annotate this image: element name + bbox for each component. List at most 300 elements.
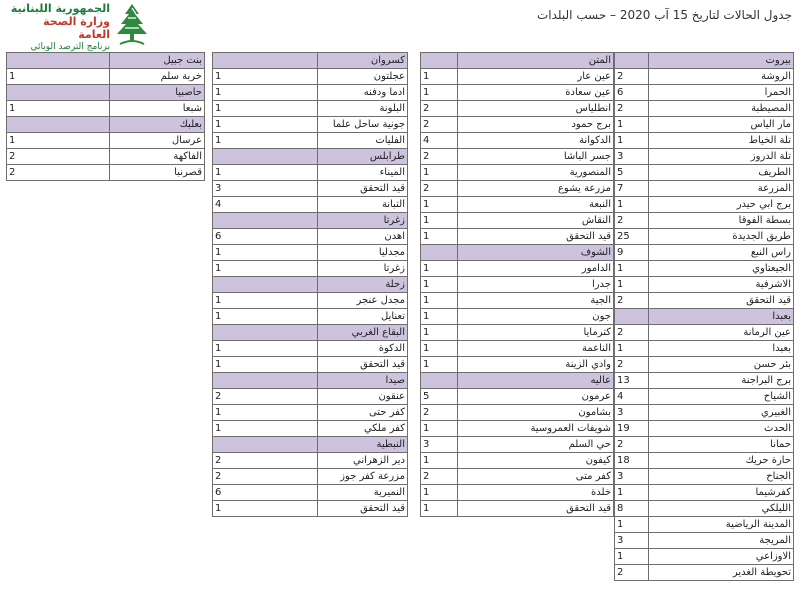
district-header-row — [213, 373, 408, 389]
district-name: الشوف — [457, 245, 613, 261]
town-name: مزرعة يشوع — [457, 181, 613, 197]
table-row — [213, 485, 408, 501]
table-row — [615, 117, 794, 133]
district-header-row — [421, 53, 614, 69]
district-header-row — [213, 53, 408, 69]
table-row — [421, 485, 614, 501]
case-count: 2 — [213, 389, 318, 405]
case-count: 2 — [421, 149, 458, 165]
district-header-row — [7, 53, 205, 69]
town-name: خربة سلم — [109, 69, 204, 85]
town-name: قيد التحقق — [318, 357, 408, 373]
town-name: الغبيري — [649, 405, 794, 421]
case-count: 4 — [615, 389, 649, 405]
district-header-row — [213, 277, 408, 293]
town-name: برج ابي حيدر — [649, 197, 794, 213]
case-count: 6 — [213, 229, 318, 245]
case-count: 6 — [615, 85, 649, 101]
district-header-blank — [213, 325, 318, 341]
town-name: حمانا — [649, 437, 794, 453]
district-header-row — [421, 373, 614, 389]
town-name: عين عار — [457, 69, 613, 85]
case-count: 1 — [213, 165, 318, 181]
town-name: زغرتا — [318, 261, 408, 277]
district-name: بنت جبيل — [109, 53, 204, 69]
town-name: انطلياس — [457, 101, 613, 117]
town-name: خلدة — [457, 485, 613, 501]
table-row — [615, 229, 794, 245]
town-name: الدكوانة — [457, 133, 613, 149]
case-count: 1 — [213, 101, 318, 117]
town-name: تلة الدروز — [649, 149, 794, 165]
case-count: 5 — [615, 165, 649, 181]
town-name: عرسال — [109, 133, 204, 149]
district-name: زحلة — [318, 277, 408, 293]
table-row — [421, 421, 614, 437]
logo-line-program: برنامج الترصد الوبائي — [30, 42, 110, 52]
table-row — [615, 565, 794, 581]
town-name: بئر حسن — [649, 357, 794, 373]
case-count: 1 — [421, 453, 458, 469]
town-name: قيد التحقق — [649, 293, 794, 309]
town-name: وادي الزينة — [457, 357, 613, 373]
ministry-logo — [10, 2, 150, 52]
case-count: 1 — [421, 213, 458, 229]
table-row — [615, 389, 794, 405]
town-name: كفر ملكي — [318, 421, 408, 437]
town-name: بشامون — [457, 405, 613, 421]
table-row — [615, 69, 794, 85]
case-count: 2 — [421, 405, 458, 421]
table-row — [213, 245, 408, 261]
case-count: 1 — [421, 197, 458, 213]
case-count: 1 — [421, 85, 458, 101]
case-count: 3 — [213, 181, 318, 197]
district-header-blank — [7, 53, 110, 69]
case-count: 1 — [615, 261, 649, 277]
town-name: الاشرفية — [649, 277, 794, 293]
district-name: بعبدا — [649, 309, 794, 325]
table-row — [615, 85, 794, 101]
town-name: حي السلم — [457, 437, 613, 453]
table-row — [421, 69, 614, 85]
case-count: 4 — [421, 133, 458, 149]
district-header-blank — [421, 245, 458, 261]
case-count: 1 — [615, 549, 649, 565]
district-header-row — [213, 149, 408, 165]
town-name: الجناح — [649, 469, 794, 485]
table-row — [615, 501, 794, 517]
town-name: قيد التحقق — [457, 501, 613, 517]
town-name: الروشة — [649, 69, 794, 85]
district-name: زغرتا — [318, 213, 408, 229]
table-row — [7, 133, 205, 149]
table-row — [213, 341, 408, 357]
table-row — [421, 101, 614, 117]
town-name: تحويطة الغدير — [649, 565, 794, 581]
case-count: 1 — [615, 485, 649, 501]
town-name: تلة الخياط — [649, 133, 794, 149]
table-bentjbeil-hasbaya-baalbek — [6, 52, 205, 181]
table-row — [615, 165, 794, 181]
town-name: قصرنبا — [109, 165, 204, 181]
case-count: 1 — [615, 517, 649, 533]
table-row — [615, 213, 794, 229]
case-count: 1 — [213, 341, 318, 357]
town-name: عين سعادة — [457, 85, 613, 101]
case-count: 8 — [615, 501, 649, 517]
district-header-blank — [7, 117, 110, 133]
town-name: قيد التحقق — [457, 229, 613, 245]
district-header-row — [7, 117, 205, 133]
town-name: قيد التحقق — [318, 181, 408, 197]
town-name: الجية — [457, 293, 613, 309]
table-row — [421, 85, 614, 101]
case-count: 1 — [615, 341, 649, 357]
cedar-tree-icon — [112, 2, 152, 48]
town-name: بعبدا — [649, 341, 794, 357]
town-name: الاوزاعي — [649, 549, 794, 565]
town-name: المزرعة — [649, 181, 794, 197]
district-header-row — [615, 53, 794, 69]
table-row — [213, 357, 408, 373]
town-name: التبانة — [318, 197, 408, 213]
district-name: النبطية — [318, 437, 408, 453]
table-metn-chouf-aley — [420, 52, 614, 517]
case-count: 1 — [213, 85, 318, 101]
case-count: 2 — [615, 293, 649, 309]
table-row — [615, 133, 794, 149]
case-count: 2 — [615, 213, 649, 229]
table-row — [615, 469, 794, 485]
district-header-row — [213, 437, 408, 453]
town-name: الفليات — [318, 133, 408, 149]
town-name: راس النبع — [649, 245, 794, 261]
case-count: 1 — [421, 261, 458, 277]
district-header-blank — [213, 373, 318, 389]
district-header-blank — [213, 53, 318, 69]
town-name: النبعة — [457, 197, 613, 213]
table-row — [421, 469, 614, 485]
table-row — [213, 261, 408, 277]
table-row — [213, 181, 408, 197]
town-name: اهدن — [318, 229, 408, 245]
case-count: 1 — [213, 117, 318, 133]
case-count: 1 — [615, 133, 649, 149]
district-header-blank — [213, 277, 318, 293]
table-row — [213, 133, 408, 149]
town-name: كترمايا — [457, 325, 613, 341]
town-name: كفرشيما — [649, 485, 794, 501]
table-row — [213, 229, 408, 245]
town-name: الحدث — [649, 421, 794, 437]
district-name: طرابلس — [318, 149, 408, 165]
table-row — [615, 405, 794, 421]
table-row — [421, 133, 614, 149]
table-row — [615, 245, 794, 261]
table-row — [615, 517, 794, 533]
table-row — [213, 405, 408, 421]
town-name: حارة حريك — [649, 453, 794, 469]
town-name: طريق الجديدة — [649, 229, 794, 245]
table-row — [7, 101, 205, 117]
case-count: 1 — [421, 277, 458, 293]
case-count: 5 — [421, 389, 458, 405]
case-count: 1 — [421, 309, 458, 325]
town-name: كفر متى — [457, 469, 613, 485]
town-name: قيد التحقق — [318, 501, 408, 517]
town-name: الجيعتاوي — [649, 261, 794, 277]
case-count: 2 — [421, 101, 458, 117]
case-count: 9 — [615, 245, 649, 261]
table-row — [615, 197, 794, 213]
table-row — [421, 261, 614, 277]
table-row — [615, 277, 794, 293]
case-count: 1 — [213, 133, 318, 149]
table-row — [421, 309, 614, 325]
table-row — [421, 341, 614, 357]
town-name: عجلتون — [318, 69, 408, 85]
case-count: 1 — [7, 101, 110, 117]
table-row — [615, 453, 794, 469]
town-name: الدكوة — [318, 341, 408, 357]
table-row — [421, 277, 614, 293]
district-header-row — [615, 309, 794, 325]
table-row — [615, 357, 794, 373]
case-count: 1 — [421, 485, 458, 501]
district-header-blank — [213, 149, 318, 165]
case-count: 1 — [213, 357, 318, 373]
town-name: دير الزهراني — [318, 453, 408, 469]
town-name: جسر الباشا — [457, 149, 613, 165]
logo-text — [10, 2, 110, 53]
town-name: عين الرمانة — [649, 325, 794, 341]
case-count: 1 — [7, 133, 110, 149]
table-row — [213, 117, 408, 133]
town-name: النقاش — [457, 213, 613, 229]
town-name: جون — [457, 309, 613, 325]
table-row — [213, 197, 408, 213]
case-count: 2 — [421, 469, 458, 485]
case-count: 2 — [421, 117, 458, 133]
case-count: 1 — [213, 69, 318, 85]
district-name: حاصبيا — [109, 85, 204, 101]
town-name: المنصورية — [457, 165, 613, 181]
town-name: البلونة — [318, 101, 408, 117]
district-header-blank — [213, 213, 318, 229]
table-row — [615, 437, 794, 453]
case-count: 1 — [421, 165, 458, 181]
town-name: النميرية — [318, 485, 408, 501]
town-name: جدرا — [457, 277, 613, 293]
table-row — [213, 309, 408, 325]
district-header-blank — [213, 437, 318, 453]
district-name: المتن — [457, 53, 613, 69]
town-name: شويفات العمروسية — [457, 421, 613, 437]
table-row — [615, 149, 794, 165]
district-header-blank — [7, 85, 110, 101]
case-count: 3 — [615, 149, 649, 165]
district-header-row — [7, 85, 205, 101]
town-name: عنقون — [318, 389, 408, 405]
case-count: 2 — [7, 165, 110, 181]
town-name: بسطة الفوقا — [649, 213, 794, 229]
town-name: الشياح — [649, 389, 794, 405]
case-count: 3 — [615, 405, 649, 421]
district-name: عاليه — [457, 373, 613, 389]
table-row — [421, 149, 614, 165]
table-row — [421, 437, 614, 453]
district-name: بيروت — [649, 53, 794, 69]
table-row — [421, 389, 614, 405]
case-count: 1 — [615, 197, 649, 213]
case-count: 3 — [615, 469, 649, 485]
town-name: مار الياس — [649, 117, 794, 133]
table-row — [615, 533, 794, 549]
case-count: 1 — [213, 245, 318, 261]
table-row — [213, 85, 408, 101]
district-name: كسروان — [318, 53, 408, 69]
town-name: الدامور — [457, 261, 613, 277]
case-count: 2 — [421, 181, 458, 197]
town-name: عرمون — [457, 389, 613, 405]
table-row — [615, 421, 794, 437]
town-name: برج البراجنة — [649, 373, 794, 389]
district-name: بعلبك — [109, 117, 204, 133]
district-header-row — [421, 245, 614, 261]
district-header-blank — [421, 53, 458, 69]
case-count: 3 — [615, 533, 649, 549]
case-count: 13 — [615, 373, 649, 389]
table-row — [421, 325, 614, 341]
table-row — [615, 373, 794, 389]
case-count: 2 — [615, 101, 649, 117]
town-name: المصيطبة — [649, 101, 794, 117]
district-name: البقاع الغربي — [318, 325, 408, 341]
table-row — [7, 149, 205, 165]
case-count: 1 — [421, 357, 458, 373]
table-row — [421, 357, 614, 373]
table-row — [7, 165, 205, 181]
case-count: 1 — [421, 69, 458, 85]
table-row — [421, 197, 614, 213]
case-count: 3 — [421, 437, 458, 453]
case-count: 1 — [213, 309, 318, 325]
case-count: 19 — [615, 421, 649, 437]
town-name: الليلكي — [649, 501, 794, 517]
case-count: 18 — [615, 453, 649, 469]
table-row — [421, 453, 614, 469]
town-name: مجدليا — [318, 245, 408, 261]
district-name: صيدا — [318, 373, 408, 389]
town-name: ادما ودفنه — [318, 85, 408, 101]
table-kesrwan-north-bekaa-south — [212, 52, 408, 517]
table-row — [615, 261, 794, 277]
case-count: 7 — [615, 181, 649, 197]
town-name: الطريف — [649, 165, 794, 181]
town-name: كفر حتى — [318, 405, 408, 421]
case-count: 1 — [213, 421, 318, 437]
logo-line-ministry: وزارة الصحة العامة — [43, 15, 110, 41]
case-count: 1 — [213, 405, 318, 421]
case-count: 4 — [213, 197, 318, 213]
table-row — [421, 405, 614, 421]
table-row — [213, 101, 408, 117]
table-row — [615, 325, 794, 341]
town-name: الناعمة — [457, 341, 613, 357]
town-name: الفاكهة — [109, 149, 204, 165]
town-name: شبعا — [109, 101, 204, 117]
case-count: 1 — [615, 117, 649, 133]
town-name: مزرعة كفر جوز — [318, 469, 408, 485]
town-name: برج حمود — [457, 117, 613, 133]
case-count: 6 — [213, 485, 318, 501]
case-count: 1 — [213, 293, 318, 309]
district-header-blank — [615, 309, 649, 325]
table-row — [615, 293, 794, 309]
case-count: 2 — [213, 469, 318, 485]
town-name: جونية ساحل علما — [318, 117, 408, 133]
table-row — [213, 389, 408, 405]
logo-line-republic: الجمهورية اللبنانية — [10, 2, 110, 15]
table-row — [213, 421, 408, 437]
table-row — [213, 453, 408, 469]
table-row — [615, 485, 794, 501]
table-beirut-baabda — [614, 52, 794, 581]
case-count: 2 — [213, 453, 318, 469]
case-count: 1 — [421, 421, 458, 437]
case-count: 1 — [421, 325, 458, 341]
table-row — [615, 101, 794, 117]
case-count: 2 — [615, 565, 649, 581]
table-row — [421, 117, 614, 133]
town-name: مجدل عنجر — [318, 293, 408, 309]
page-title: جدول الحالات لتاريخ 15 آب 2020 – حسب البلدات — [537, 8, 792, 22]
table-row — [213, 69, 408, 85]
town-name: المدينة الرياضية — [649, 517, 794, 533]
case-count: 1 — [213, 261, 318, 277]
table-row — [421, 501, 614, 517]
town-name: كيفون — [457, 453, 613, 469]
town-name: الحمرا — [649, 85, 794, 101]
town-name: الميناء — [318, 165, 408, 181]
table-row — [421, 181, 614, 197]
table-row — [213, 501, 408, 517]
table-row — [7, 69, 205, 85]
case-count: 1 — [421, 341, 458, 357]
case-count: 1 — [421, 229, 458, 245]
town-name: تعنايل — [318, 309, 408, 325]
table-row — [615, 341, 794, 357]
table-row — [615, 181, 794, 197]
case-count: 2 — [615, 357, 649, 373]
case-count: 2 — [7, 149, 110, 165]
district-header-blank — [421, 373, 458, 389]
case-count: 1 — [213, 501, 318, 517]
table-row — [421, 229, 614, 245]
case-count: 2 — [615, 69, 649, 85]
table-row — [421, 165, 614, 181]
table-row — [213, 293, 408, 309]
district-header-row — [213, 213, 408, 229]
case-count: 2 — [615, 325, 649, 341]
table-row — [615, 549, 794, 565]
district-header-blank — [615, 53, 649, 69]
town-name: المريجة — [649, 533, 794, 549]
case-count: 2 — [615, 437, 649, 453]
case-count: 1 — [615, 277, 649, 293]
table-row — [421, 293, 614, 309]
